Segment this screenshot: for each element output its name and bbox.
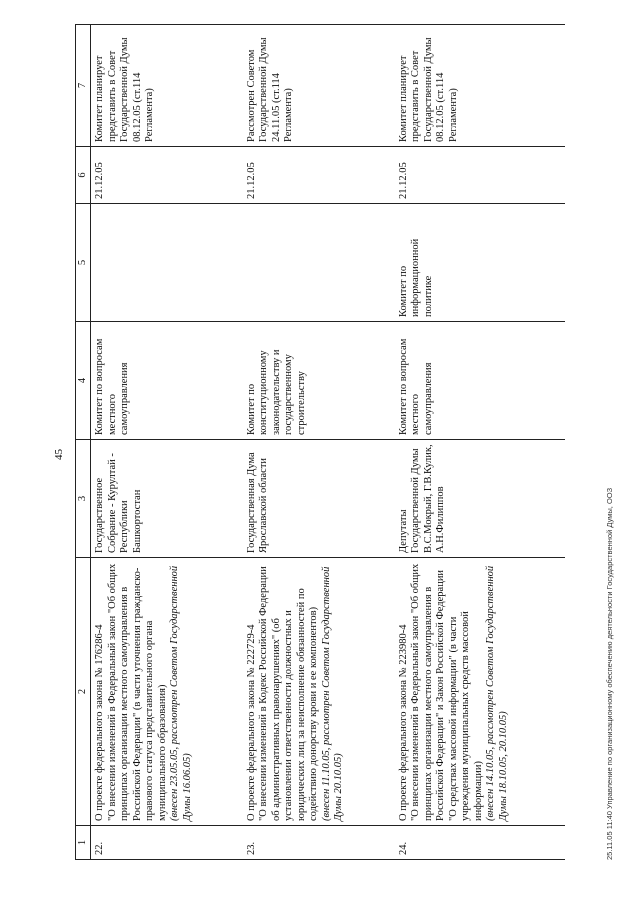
co-committee [91,204,243,322]
column-header: 7 [76,25,91,147]
page-footer: 25.11.05 11:40 Управление по организационному обеспечению деятельности Государственной Думы, ООЗ [605,487,614,860]
header-row [76,25,91,860]
table-row [91,25,243,860]
bill-text: "О внесении изменений в Федеральный закон "Об общих принципах организации местного самоуправления в Российской Федерации" (в части уточнения гражданско-правового статуса представительного органа муниципального образования) [106,563,168,821]
bill-note: (внесен 11.10.05, рассмотрен Советом Государственной Думы 20.10.05) [320,566,344,821]
status-note: Комитет планирует представить в Совет Государственной Думы 08.12.05 (ст.114 Регламента) [91,25,243,147]
row-number: 24. [395,826,565,860]
responsible-committee: Комитет по вопросам местного самоуправления [395,322,565,440]
bill-title: О проекте федерального закона № 223980-4 [397,624,409,821]
bill-title: О проекте федерального закона № 176286-4 [94,624,105,821]
column-header: 4 [76,322,91,440]
planned-date: 21.12.05 [91,147,243,204]
table-row [395,25,565,860]
bills-table [75,24,565,860]
co-committee: Комитет по информационной политике [395,204,565,322]
bill-note: (внесен 23.05.05, рассмотрен Советом Государственной Думы 16.06.05) [169,565,193,821]
column-header: 2 [76,558,91,826]
bill-text: "О внесении изменений в Федеральный закон "Об общих принципах организации местного самоуправления в Российской Федерации" и Закон Российской Федерации "О средствах массовой информации" (в части учреждения муниципальных средств массовой информации) [410,563,484,821]
table-row [243,25,395,860]
bill-author: Депутаты Государственной Думы В.С.Мокрый, Г.В.Кулик, А.Н.Филиппов [395,440,565,558]
co-committee [243,204,395,322]
row-number: 22. [91,826,243,860]
column-header: 5 [76,204,91,322]
status-note: Рассмотрен Советом Государственной Думы 24.11.05 (ст.114 Регламента) [243,25,395,147]
bill-author: Государственная Дума Ярославской области [243,440,395,558]
planned-date: 21.12.05 [395,147,565,204]
column-header: 1 [76,826,91,860]
bill-title: О проекте федерального закона № 222729-4 [245,624,257,821]
column-header: 6 [76,147,91,204]
page-number: 45 [53,449,65,460]
bill-author: Государственное Собрание - Курултай - Республики Башкортостан [91,440,243,558]
bill-text: "О внесении изменений в Кодекс Российской Федерации об административных правонарушениях" (об установлении ответственности должностных и юридических лиц за неисполнение обязанностей по содействию донорству крови и ее компонентов) [258,566,319,821]
bill-description [243,558,395,826]
status-note: Комитет планирует представить в Совет Государственной Думы 08.12.05 (ст.114 Регламента) [395,25,565,147]
bill-description [91,558,243,826]
responsible-committee: Комитет по конституционному законодательству и государственному строительству [243,322,395,440]
bill-description [395,558,565,826]
column-header: 3 [76,440,91,558]
responsible-committee: Комитет по вопросам местного самоуправления [91,322,243,440]
planned-date: 21.12.05 [243,147,395,204]
row-number: 23. [243,826,395,860]
bill-note: (внесен 14.10.05, рассмотрен Советом Государственной Думы 18.10.05, 20.10.05) [485,565,509,821]
